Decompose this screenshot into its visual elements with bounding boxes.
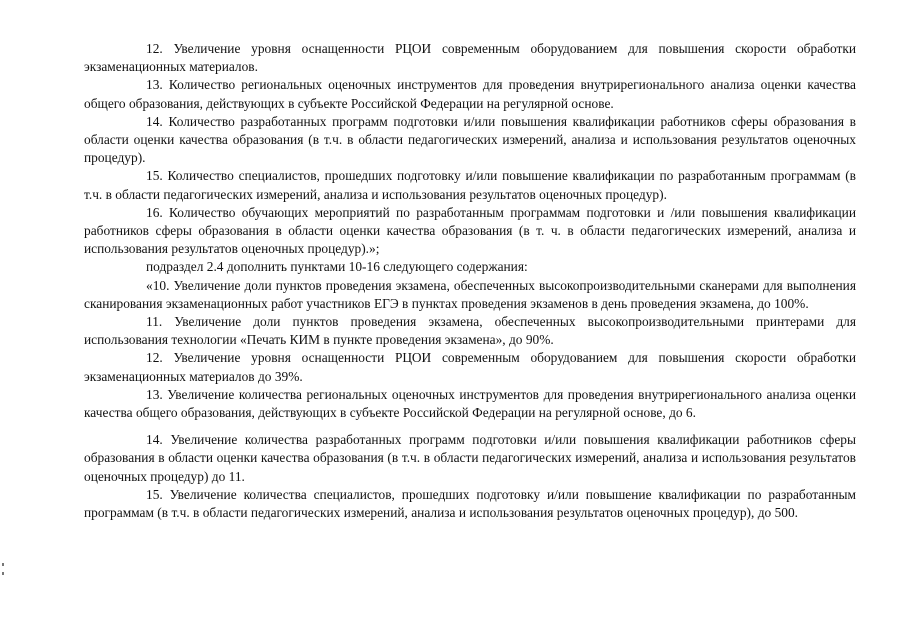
- paragraph-13-instruments-target: 13. Увеличение количества региональных оценочных инструментов для проведения внутрирегионального анализа оценки качества общего образования, действующих в субъекте Российской Федерации на регулярной основе, до 6.: [84, 386, 856, 421]
- paragraph-16-training-events: 16. Количество обучающих мероприятий по разработанным программам подготовки и /или повышения квалификации работников сферы образования в области оценки качества образования (в т. ч. в области педагогических измерений, анализа и использования результатов оценочных процедур).»;: [84, 204, 856, 257]
- paragraph-13-regional-instruments: 13. Количество региональных оценочных инструментов для проведения внутрирегионального анализа оценки качества общего образования, действующих в субъекте Российской Федерации на регулярной основе.: [84, 77, 856, 111]
- paragraph-14-programs-target: 14. Увеличение количества разработанных программ подготовки и/или повышения квалификации работников сферы образования в области оценки качества образования (в т.ч. в области педагогических измерений, анализа и использования результатов оценочных процедур) до 11.: [84, 432, 856, 484]
- paragraph-15-specialists: 15. Количество специалистов, прошедших подготовку и/или повышение квалификации по разработанным программам (в т.ч. в области педагогических измерений, анализа и использования результатов оценочных процедур).: [84, 168, 856, 202]
- paragraph-11-printers: 11. Увеличение доли пунктов проведения экзамена, обеспеченных высокопроизводительными принтерами для использования технологии «Печать КИМ в пункте проведения экзамена», до 90%.: [84, 314, 856, 348]
- paragraph-12-equipment: 12. Увеличение уровня оснащенности РЦОИ современным оборудованием для повышения скорости обработки экзаменационных материалов.: [84, 41, 856, 75]
- document-body: [84, 40, 856, 522]
- paragraph-12-equipment-target: 12. Увеличение уровня оснащенности РЦОИ современным оборудованием для повышения скорости обработки экзаменационных материалов до 39%.: [84, 350, 856, 384]
- paragraph-15-specialists-target: 15. Увеличение количества специалистов, прошедших подготовку и/или повышение квалификации по разработанным программам (в т.ч. в области педагогических измерений, анализа и использования результатов оценочных процедур), до 500.: [84, 486, 856, 521]
- scan-edge-mark: [2, 572, 4, 575]
- paragraph-14-training-programs: 14. Количество разработанных программ подготовки и/или повышения квалификации работников сферы образования в области оценки качества образования (в т.ч. в области педагогических измерений, анализа и использования результатов оценочных процедур).: [84, 113, 856, 166]
- paragraph-10-scanners: «10. Увеличение доли пунктов проведения экзамена, обеспеченных высокопроизводительными сканерами для выполнения сканирования экзаменационных работ участников ЕГЭ в пунктах проведения экзаменов в день проведения экзамена, до 100%.: [84, 277, 856, 311]
- scan-edge-mark: [2, 563, 4, 566]
- paragraph-subsection-2-4: подраздел 2.4 дополнить пунктами 10-16 следующего содержания:: [146, 259, 528, 275]
